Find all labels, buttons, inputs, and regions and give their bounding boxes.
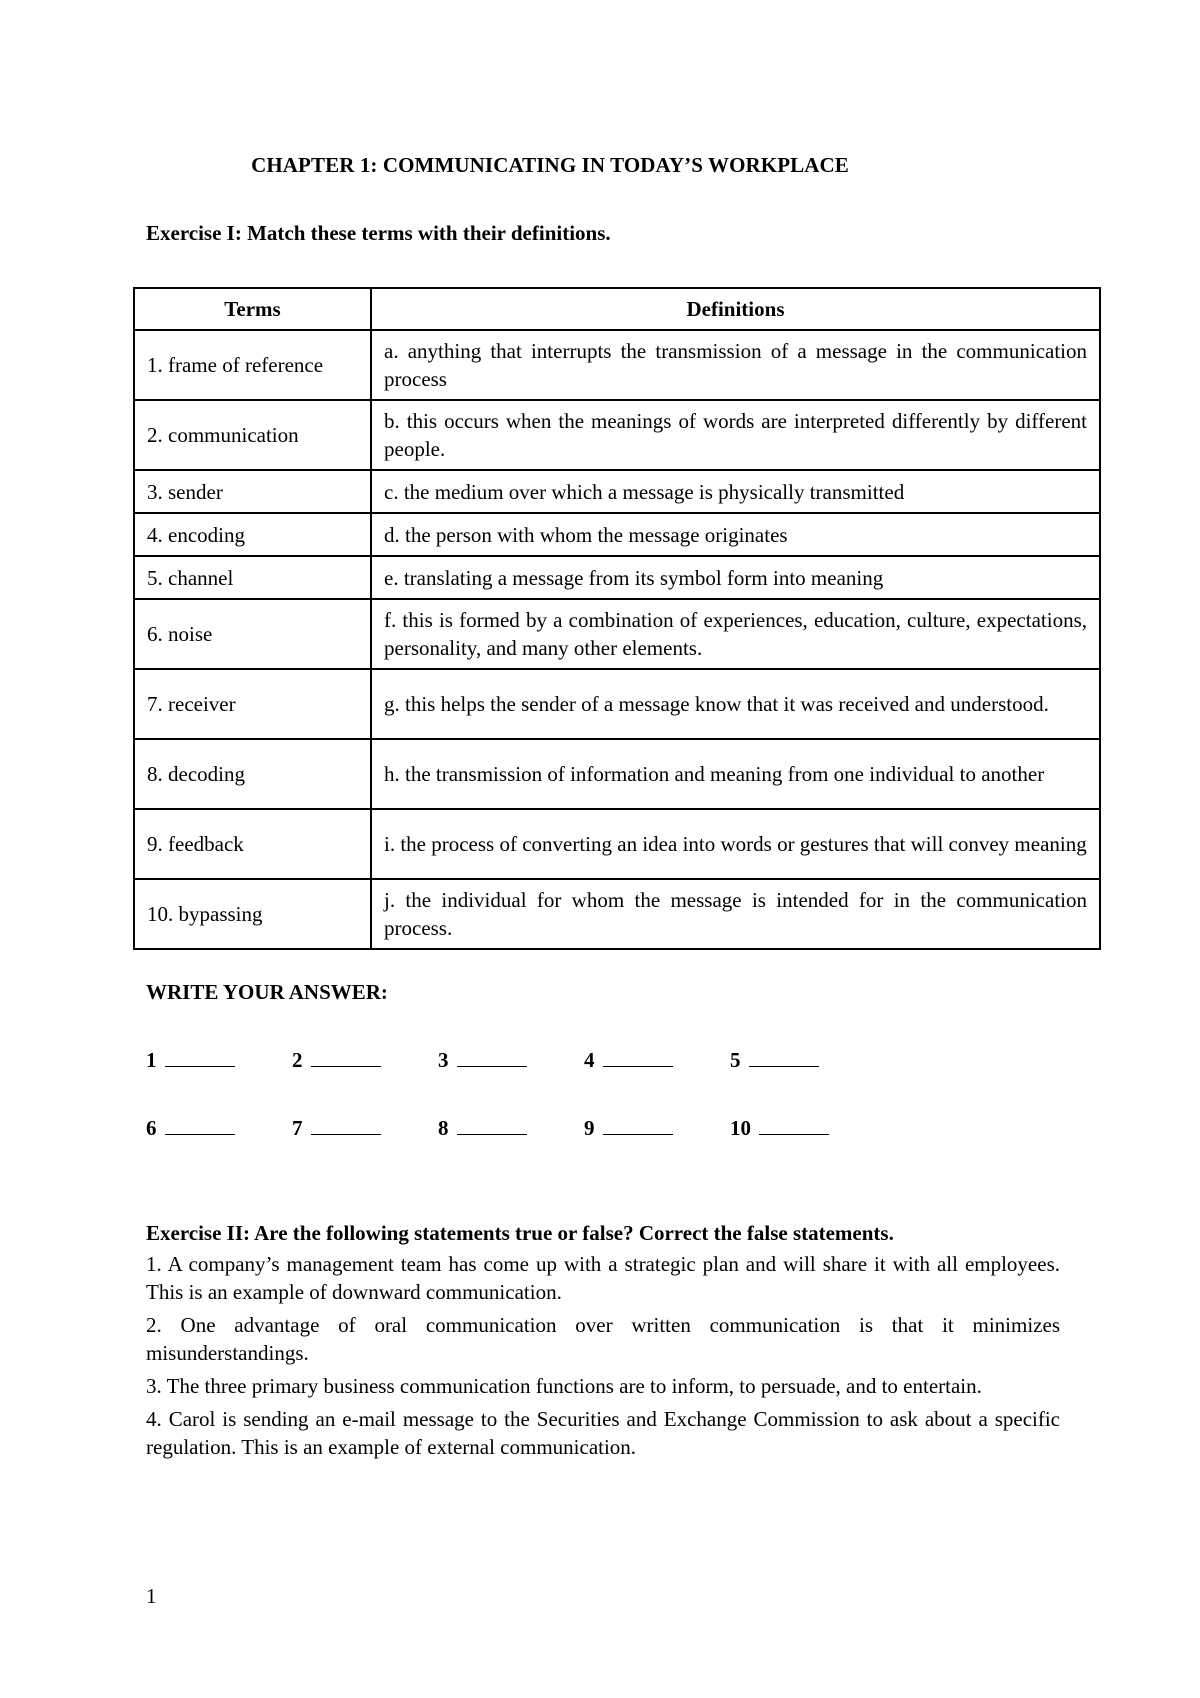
- statement-item: 2. One advantage of oral communication over written communication is that it minimizes misunderstandings.: [146, 1313, 1060, 1365]
- answer-item[interactable]: [584, 1046, 673, 1073]
- definition-cell: j. the individual for whom the message is intended for in the communication process.: [371, 879, 1100, 949]
- statement-list: [146, 1250, 1060, 1466]
- term-cell: 10. bypassing: [134, 879, 371, 949]
- statement-item: 4. Carol is sending an e-mail message to the Securities and Exchange Commission to ask about a specific regulation. This is an example of external communication.: [146, 1407, 1060, 1459]
- answer-blank[interactable]: [603, 1046, 673, 1067]
- statement-item: 3. The three primary business communication functions are to inform, to persuade, and to entertain.: [146, 1374, 982, 1398]
- definition-cell: e. translating a message from its symbol form into meaning: [371, 556, 1100, 599]
- answer-number: 3: [438, 1048, 449, 1072]
- answer-blank[interactable]: [759, 1114, 829, 1135]
- answer-item[interactable]: [730, 1046, 819, 1073]
- answer-blank[interactable]: [165, 1114, 235, 1135]
- answer-blank[interactable]: [457, 1114, 527, 1135]
- statement-item: 1. A company’s management team has come up with a strategic plan and will share it with all employees. This is an example of downward communication.: [146, 1252, 1060, 1304]
- answer-blank[interactable]: [311, 1046, 381, 1067]
- table-row: [134, 513, 1100, 556]
- table-row: [134, 879, 1100, 949]
- answer-item[interactable]: [146, 1046, 235, 1073]
- term-cell: 6. noise: [134, 599, 371, 669]
- definition-cell: h. the transmission of information and meaning from one individual to another: [371, 739, 1100, 809]
- answer-number: 5: [730, 1048, 741, 1072]
- table-row: [134, 739, 1100, 809]
- table-row: [134, 470, 1100, 513]
- answer-number: 10: [730, 1116, 751, 1140]
- term-cell: 2. communication: [134, 400, 371, 470]
- table-header-row: [134, 288, 1100, 330]
- exercise-2-heading: Exercise II: Are the following statements true or false? Correct the false statements.: [146, 1221, 894, 1245]
- definition-cell: f. this is formed by a combination of experiences, education, culture, expectations, personality, and many other elements.: [371, 599, 1100, 669]
- answer-blank[interactable]: [311, 1114, 381, 1135]
- answer-number: 7: [292, 1116, 303, 1140]
- definition-cell: g. this helps the sender of a message know that it was received and understood.: [371, 669, 1100, 739]
- answer-item[interactable]: [438, 1046, 527, 1073]
- answer-number: 9: [584, 1116, 595, 1140]
- definition-cell: i. the process of converting an idea into words or gestures that will convey meaning: [371, 809, 1100, 879]
- table-row: [134, 400, 1100, 470]
- terms-column-header: Terms: [134, 288, 371, 330]
- chapter-title: CHAPTER 1: COMMUNICATING IN TODAY’S WORKPLACE: [251, 153, 849, 177]
- term-cell: 9. feedback: [134, 809, 371, 879]
- definition-cell: d. the person with whom the message originates: [371, 513, 1100, 556]
- term-cell: 8. decoding: [134, 739, 371, 809]
- answer-number: 1: [146, 1048, 157, 1072]
- answer-blank[interactable]: [165, 1046, 235, 1067]
- term-cell: 4. encoding: [134, 513, 371, 556]
- page-number: 1: [146, 1584, 157, 1608]
- answer-heading: WRITE YOUR ANSWER:: [146, 980, 388, 1004]
- definitions-column-header: Definitions: [371, 288, 1100, 330]
- table-row: [134, 330, 1100, 400]
- answer-blank[interactable]: [457, 1046, 527, 1067]
- answer-item[interactable]: [584, 1114, 673, 1141]
- term-cell: 7. receiver: [134, 669, 371, 739]
- answer-number: 6: [146, 1116, 157, 1140]
- term-cell: 5. channel: [134, 556, 371, 599]
- definition-cell: a. anything that interrupts the transmission of a message in the communication process: [371, 330, 1100, 400]
- answer-item[interactable]: [730, 1114, 829, 1141]
- answer-number: 4: [584, 1048, 595, 1072]
- answer-blank[interactable]: [749, 1046, 819, 1067]
- definition-cell: b. this occurs when the meanings of words are interpreted differently by different people.: [371, 400, 1100, 470]
- answer-item[interactable]: [292, 1114, 381, 1141]
- definition-cell: c. the medium over which a message is physically transmitted: [371, 470, 1100, 513]
- answer-item[interactable]: [146, 1114, 235, 1141]
- term-cell: 3. sender: [134, 470, 371, 513]
- table-row: [134, 809, 1100, 879]
- exercise-1-heading: Exercise I: Match these terms with their definitions.: [146, 221, 611, 245]
- table-row: [134, 556, 1100, 599]
- matching-table: [133, 287, 1101, 950]
- answer-number: 2: [292, 1048, 303, 1072]
- term-cell: 1. frame of reference: [134, 330, 371, 400]
- answer-blank[interactable]: [603, 1114, 673, 1135]
- table-row: [134, 669, 1100, 739]
- answer-item[interactable]: [438, 1114, 527, 1141]
- table-row: [134, 599, 1100, 669]
- answer-number: 8: [438, 1116, 449, 1140]
- answer-item[interactable]: [292, 1046, 381, 1073]
